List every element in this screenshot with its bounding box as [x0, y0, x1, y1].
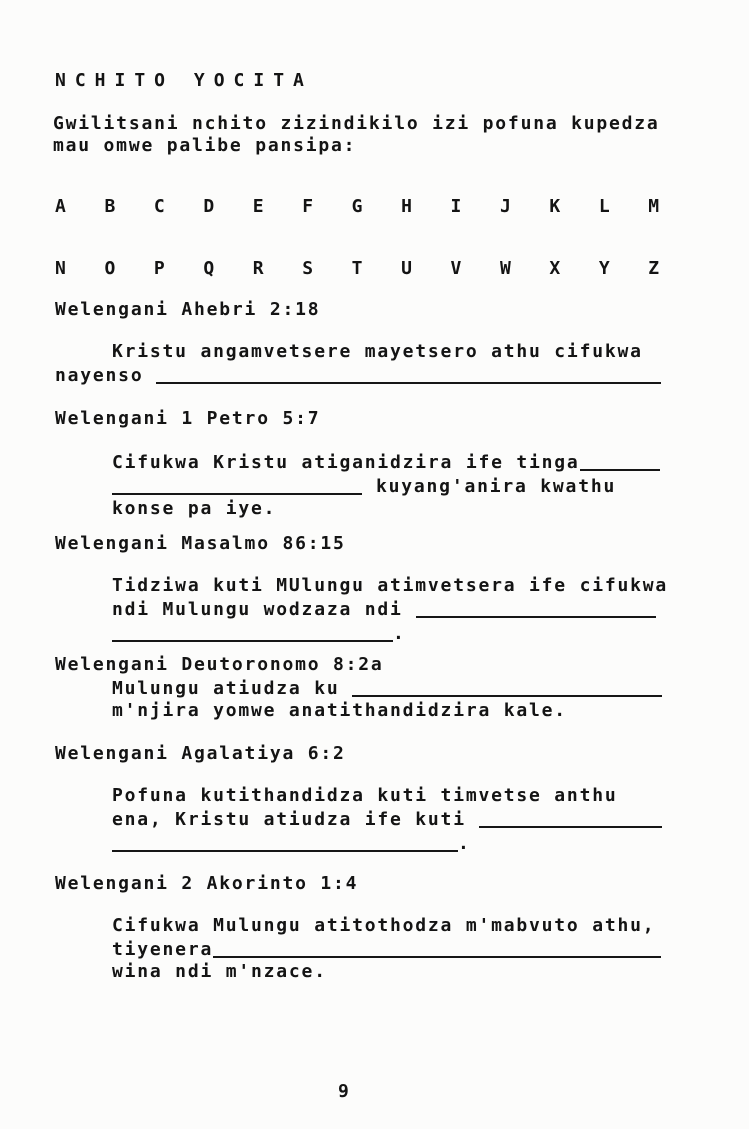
line-text: tiyenera: [112, 939, 214, 960]
section-heading: Welengani Agalatiya 6:2: [55, 743, 346, 764]
alphabet-letter: L: [598, 196, 612, 217]
alphabet-letter: N: [55, 258, 68, 279]
line-text: Pofuna kutithandidza kuti timvetse anthu: [112, 785, 618, 806]
section-heading: Welengani Ahebri 2:18: [55, 299, 321, 320]
line-text: Cifukwa Mulungu atitothodza m'mabvuto athu,: [112, 915, 656, 936]
fill-in-blank: [112, 477, 362, 495]
fill-in-blank: [112, 834, 458, 852]
section-masalmo-86-15: [55, 533, 668, 645]
fill-in-blank: [213, 940, 661, 958]
fill-in-blank: [580, 453, 660, 471]
body-line: [55, 474, 660, 498]
alphabet-row-2: [55, 258, 661, 280]
alphabet-letter: G: [351, 196, 365, 217]
section-ahebri-2-18: [55, 299, 661, 387]
alphabet-letter: W: [499, 258, 513, 279]
instructions-line: mau omwe palibe pansipa:: [53, 135, 357, 156]
line-text: m'njira yomwe anatithandidzira kale.: [112, 700, 567, 721]
section-heading: Welengani 1 Petro 5:7: [55, 408, 321, 429]
page-number: 9: [338, 1081, 351, 1102]
body-line: [55, 676, 662, 700]
alphabet-letter: J: [499, 196, 513, 217]
body-line: [55, 937, 661, 961]
alphabet-letter: E: [252, 196, 266, 217]
line-text: nayenso: [55, 365, 144, 386]
line-text: ena, Kristu atiudza ife kuti: [112, 809, 466, 830]
body-line: [55, 597, 668, 621]
alphabet-letter: R: [252, 258, 266, 279]
section-heading: Welengani Masalmo 86:15: [55, 533, 346, 554]
line-text: .: [458, 833, 471, 854]
line-text: konse pa iye.: [112, 498, 277, 519]
fill-in-blank: [479, 810, 662, 828]
alphabet-letter: K: [549, 196, 563, 217]
section-2-akorinto-1-4: [55, 873, 661, 983]
line-text: Cifukwa Kristu atiganidzira ife tinga: [112, 452, 580, 473]
alphabet-letter: O: [104, 258, 118, 279]
alphabet-letter: I: [450, 196, 464, 217]
alphabet-row-1: [55, 196, 661, 218]
fill-in-blank: [352, 679, 662, 697]
instructions: [53, 113, 660, 157]
body-line: [55, 575, 668, 597]
alphabet-letter: M: [648, 196, 661, 217]
line-text: kuyang'anira kwathu: [376, 476, 617, 497]
alphabet-letter: V: [450, 258, 464, 279]
alphabet-letter: A: [55, 196, 68, 217]
section-deutoronomo-8-2a: [55, 654, 662, 722]
line-text: wina ndi m'nzace.: [112, 961, 327, 982]
body-line: [55, 498, 660, 520]
alphabet-letter: Y: [598, 258, 612, 279]
alphabet-letter: F: [302, 196, 315, 217]
section-heading: Welengani 2 Akorinto 1:4: [55, 873, 359, 894]
line-text: Kristu angamvetsere mayetsero athu cifukwa: [112, 341, 643, 362]
alphabet-letter: X: [549, 258, 563, 279]
line-text: Mulungu atiudza ku: [112, 678, 340, 699]
alphabet-letter: H: [401, 196, 414, 217]
alphabet-letter: S: [302, 258, 315, 279]
alphabet-letter: B: [104, 196, 118, 217]
alphabet-letter: Q: [203, 258, 216, 279]
alphabet-letter: Z: [648, 258, 661, 279]
fill-in-blank: [156, 366, 661, 384]
alphabet-letter: U: [401, 258, 414, 279]
alphabet-letter: D: [203, 196, 216, 217]
line-text: .: [393, 623, 406, 644]
alphabet-letter: T: [351, 258, 365, 279]
alphabet-letter: P: [153, 258, 167, 279]
body-line: [55, 450, 660, 474]
line-text: ndi Mulungu wodzaza ndi: [112, 599, 403, 620]
body-line: [55, 807, 662, 831]
body-line: [55, 363, 661, 387]
body-line: [55, 915, 661, 937]
instructions-line: Gwilitsani nchito zizindikilo izi pofuna kupedza: [53, 113, 660, 134]
body-line: [55, 961, 661, 983]
page-title: NCHITO YOCITA: [55, 70, 313, 91]
body-line: [55, 785, 662, 807]
section-1-petro-5-7: [55, 408, 660, 520]
body-line: [55, 621, 668, 645]
section-heading: Welengani Deutoronomo 8:2a: [55, 654, 384, 675]
body-line: [55, 341, 661, 363]
line-text: Tidziwa kuti MUlungu atimvetsera ife cifukwa: [112, 575, 669, 596]
body-line: [55, 700, 662, 722]
alphabet-letter: C: [153, 196, 167, 217]
fill-in-blank: [416, 600, 656, 618]
section-agalatiya-6-2: [55, 743, 662, 855]
body-line: [55, 831, 662, 855]
fill-in-blank: [112, 624, 393, 642]
